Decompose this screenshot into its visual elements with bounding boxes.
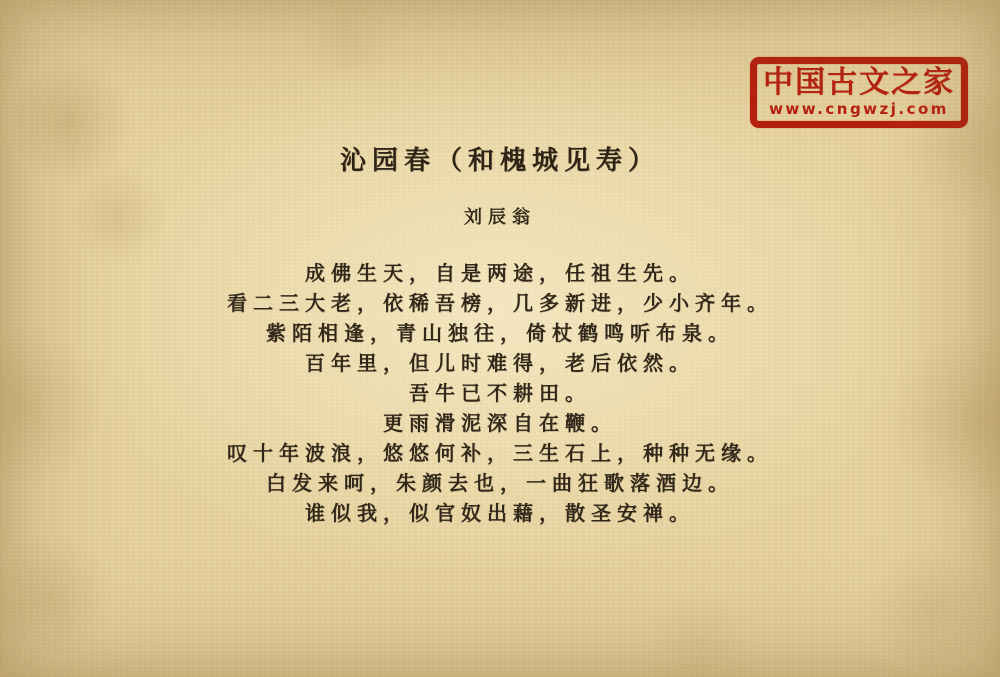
- poem-line: 叹十年波浪，悠悠何补，三生石上，种种无缘。: [227, 441, 773, 465]
- poem-line: 白发来呵，朱颜去也，一曲狂歌落酒边。: [266, 471, 734, 495]
- poem-line: 更雨滑泥深自在鞭。: [383, 411, 617, 435]
- poem-line: 紫陌相逢，青山独往，倚杖鹤鸣听布泉。: [266, 321, 734, 345]
- site-seal-url: www.cngwzj.com: [769, 100, 949, 118]
- poem-author: 刘辰翁: [464, 207, 536, 228]
- poem-line: 成佛生天，自是两途，任祖生先。: [305, 261, 695, 285]
- poem-body: [0, 258, 1000, 528]
- poem-line: 看二三大老，依稀吾榜，几多新进，少小齐年。: [227, 291, 773, 315]
- site-seal-watermark: [750, 57, 968, 128]
- poem-line: 谁似我，似官奴出藉，散圣安禅。: [305, 501, 695, 525]
- poem-title: 沁园春（和槐城见寿）: [339, 146, 660, 176]
- site-seal-title: 中国古文之家: [763, 65, 955, 100]
- poem-line: 百年里，但儿时难得，老后依然。: [305, 351, 695, 375]
- poem-line: 吾牛已不耕田。: [409, 381, 591, 405]
